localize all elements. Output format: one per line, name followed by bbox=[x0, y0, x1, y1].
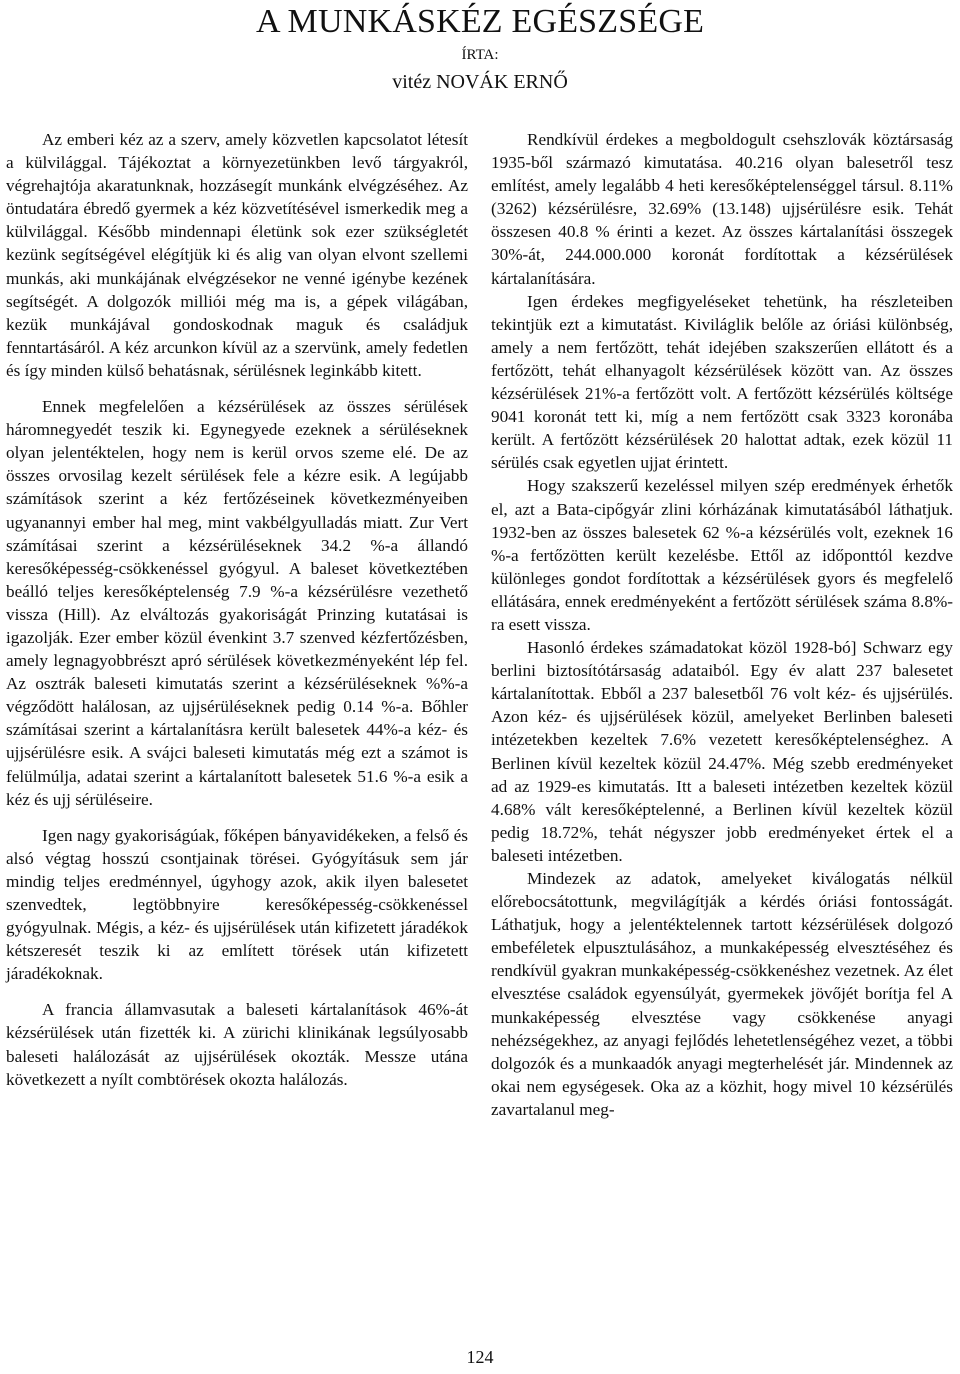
paragraph: Az emberi kéz az a szerv, amely közvetlen kapcsolatot létesít a külvilággal. Tájékoztat a környezetünkben levő tárgyakról, végrehajtója akaratunknak, hozzásegít munkánk elvégzéséhez. Az öntudatára ébredő gyermek a kéz közvetítésével ismerkedik meg a külvilággal. Később mindennapi életünk sok ezer szükségletét kezünk segítségével elégítjük ki és alig van olyan elvont szellemi munkás, aki munkájának elvégzésekor ne venné igénybe kezének segítségét. A dolgozók milliói még ma is, a gépek világában, kezük munkájával gondoskodnak maguk és családjuk fenntartásáról. A kéz arcunkon kívül az a szervünk, amely fedetlen és így minden külső behatásnak, sérülésnek leginkább kitett. bbox=[6, 130, 468, 380]
paragraph: Hogy szakszerű kezeléssel milyen szép eredmények érhetők el, azt a Bata-cipőgyár zlini kórházának kimutatásából láthatjuk. 1932-ben az összes balesetek 62 %-a kézsérülés volt, ezeknek 16 %-a fertőzötten került kezelésbe. Ettől az időponttól kezdve különleges gondot fordítottak a kézsérülések gyors és megfelelő ellátására, ennek eredményeként a fertőzött sérülések száma 8.8%-ra esett vissza. bbox=[491, 476, 953, 634]
byline-label: ÍRTA: bbox=[461, 47, 499, 63]
page-number: 124 bbox=[466, 1347, 494, 1367]
author-name: vitéz NOVÁK ERNŐ bbox=[392, 71, 568, 93]
left-column bbox=[6, 128, 468, 1091]
paragraph: Mindezek az adatok, amelyeket kiválogatás nélkül előrebocsátottunk, megvilágítják a kérdés óriási fontosságát. Láthatjuk, hogy a jelentéktelennek tartott kézsérülések dolgozó embeféletek elpusztulásához, a munkaképesség elvesztéséhez és rendkívül gyakran munkaképesség-csökkenéshez vezetnek. Az élet elvesztése családok egyensúlyát, gyermekek jövőjét borítja fel A munkaképesség elvesztése vagy csökkenése anyagi nehézségekhez, az anyagi fejlődés lehetetlenségéhez vezet, a többi dolgozók és a munkaadók anyagi megterhelését jár. Mindennek az okai nem egységesek. Oka az a közhit, hogy mivel 10 kézsérülés zavartalanul meg- bbox=[491, 869, 953, 1119]
right-column bbox=[491, 128, 953, 1121]
paragraph: Igen nagy gyakoriságúak, főképen bányavidékeken, a felső és alsó végtag hosszú csontjainak törései. Gyógyításuk sem jár mindig teljes eredménnyel, úgyhogy azok, akik ilyen balesetet szenvedtek, legtöbbnyire keresőképesség-csökkenéssel gyógyulnak. Mégis, a kéz- és ujjsérülések után kifizetett járadékok kétszeresét teszik ki az említett törések után kifizetett járadékoknak. bbox=[6, 825, 468, 984]
paragraph: A francia államvasutak a baleseti kártalanítások 46%-át kézsérülések után fizették ki. A zürichi klinikának legsúlyosabb baleseti halálozását az ujjsérülések okozták. Messze utána következett a nyílt combtörések okozta halálozás. bbox=[6, 1000, 468, 1089]
paragraph: Rendkívül érdekes a megboldogult csehszlovák köztársaság 1935-ből származó kimutatása. 40.216 olyan balesetről tesz említést, amely legalább 4 heti keresőképtelenséggel társul. 8.11% (3262) kézsérülésre, 32.69% (13.148) ujjsérülésre esik. Tehát összesen 40.8 % érinti a kezet. Az összes kártalanítási összegek 30%-át, 244.000.000 koronát fordítottak a kézsérülések kártalanítására. bbox=[491, 130, 953, 288]
paragraph: Ennek megfelelően a kézsérülések az összes sérülések háromnegyedét teszik ki. Egynegyede ezeknek a sérüléseknek olyan jelentéktelen, hogy nem is kerül orvos szeme elé. De az összes orvosilag kezelt sérülések fele a kézre esik. A legújabb számítások szerint a kéz fertőzéseinek következményeiben ugyanannyi ember hal meg, mint vakbélgyulladás miatt. Zur Vert számításai szerint a kézsérüléseknek 34.2 %-a állandó keresőképesség-csökkenéssel gyógyul. A baleset következtében beálló teljes keresőképtelenség 7.9 %-a kézsérülésre vezethető vissza (Hill). Az elváltozás gyakoriságát Prinzing kutatásai is igazolják. Ezer ember közül évenkint 3.7 szenved kézfertőzésben, amely legnagyobbrészt apró sérülések következményeként lép fel. Az osztrák baleseti kimutatás szerint a kézsérüléseknek %%-a végződött halálosan, az ujjsérüléseknek pedig 0.14 %-a. Bőhler számításai szerint a kártalanításra került balesetek 44%-a kéz- és ujjsérülésre esik. A svájci baleseti kimutatás még ezt a számot is felülmúlja, adatai szerint a kártalanított balesetek 51.6 %-a esik a kéz és ujj sérüléseire. bbox=[6, 397, 468, 809]
article-title: A MUNKÁSKÉZ EGÉSZSÉGE bbox=[255, 3, 705, 40]
paragraph: Igen érdekes megfigyeléseket tehetünk, ha részleteiben tekintjük ezt a kimutatást. Kiviláglik belőle az óriási különbség, amely a nem fertőzött, tehát idejében szakszerűen ellátott és a fertőzött, tehát elhanyagolt kézsérülések között van. Az összes kézsérülések 21%-a fertőzött volt. A fertőzött kézsérülés költsége 9041 koronát tett ki, míg a nem fertőzött csak 3323 koronába került. A fertőzött kézsérülések 20 halottat adtak, ezek közül 11 sérülés csak egyetlen ujjat érintett. bbox=[491, 291, 953, 473]
paragraph: Hasonló érdekes számadatokat közöl 1928-bó] Schwarz egy berlini biztosítótársaság adataiból. Egy év alatt 237 balesetet kártalanítottak. Ebből a 237 balesetből 76 volt kéz- és ujjsérülés. Azon kéz- és ujjsérülések közül, amelyeket Berlinben baleseti intézetekben kezeltek 7.6% vezetett keresőképtelenséghez. A Berlinen kívül kezeltek közül 24.47%. Még szebb eredményeket ad az 1929-es kimutatás. Itt a baleseti intézetben kezeltek közül 4.68% vált keresőképtelenné, a Berlinen kívül kezeltek közül pedig 18.72%, tehát négyszer jobb eredményeket értek el a baleseti intézetben. bbox=[491, 638, 953, 865]
